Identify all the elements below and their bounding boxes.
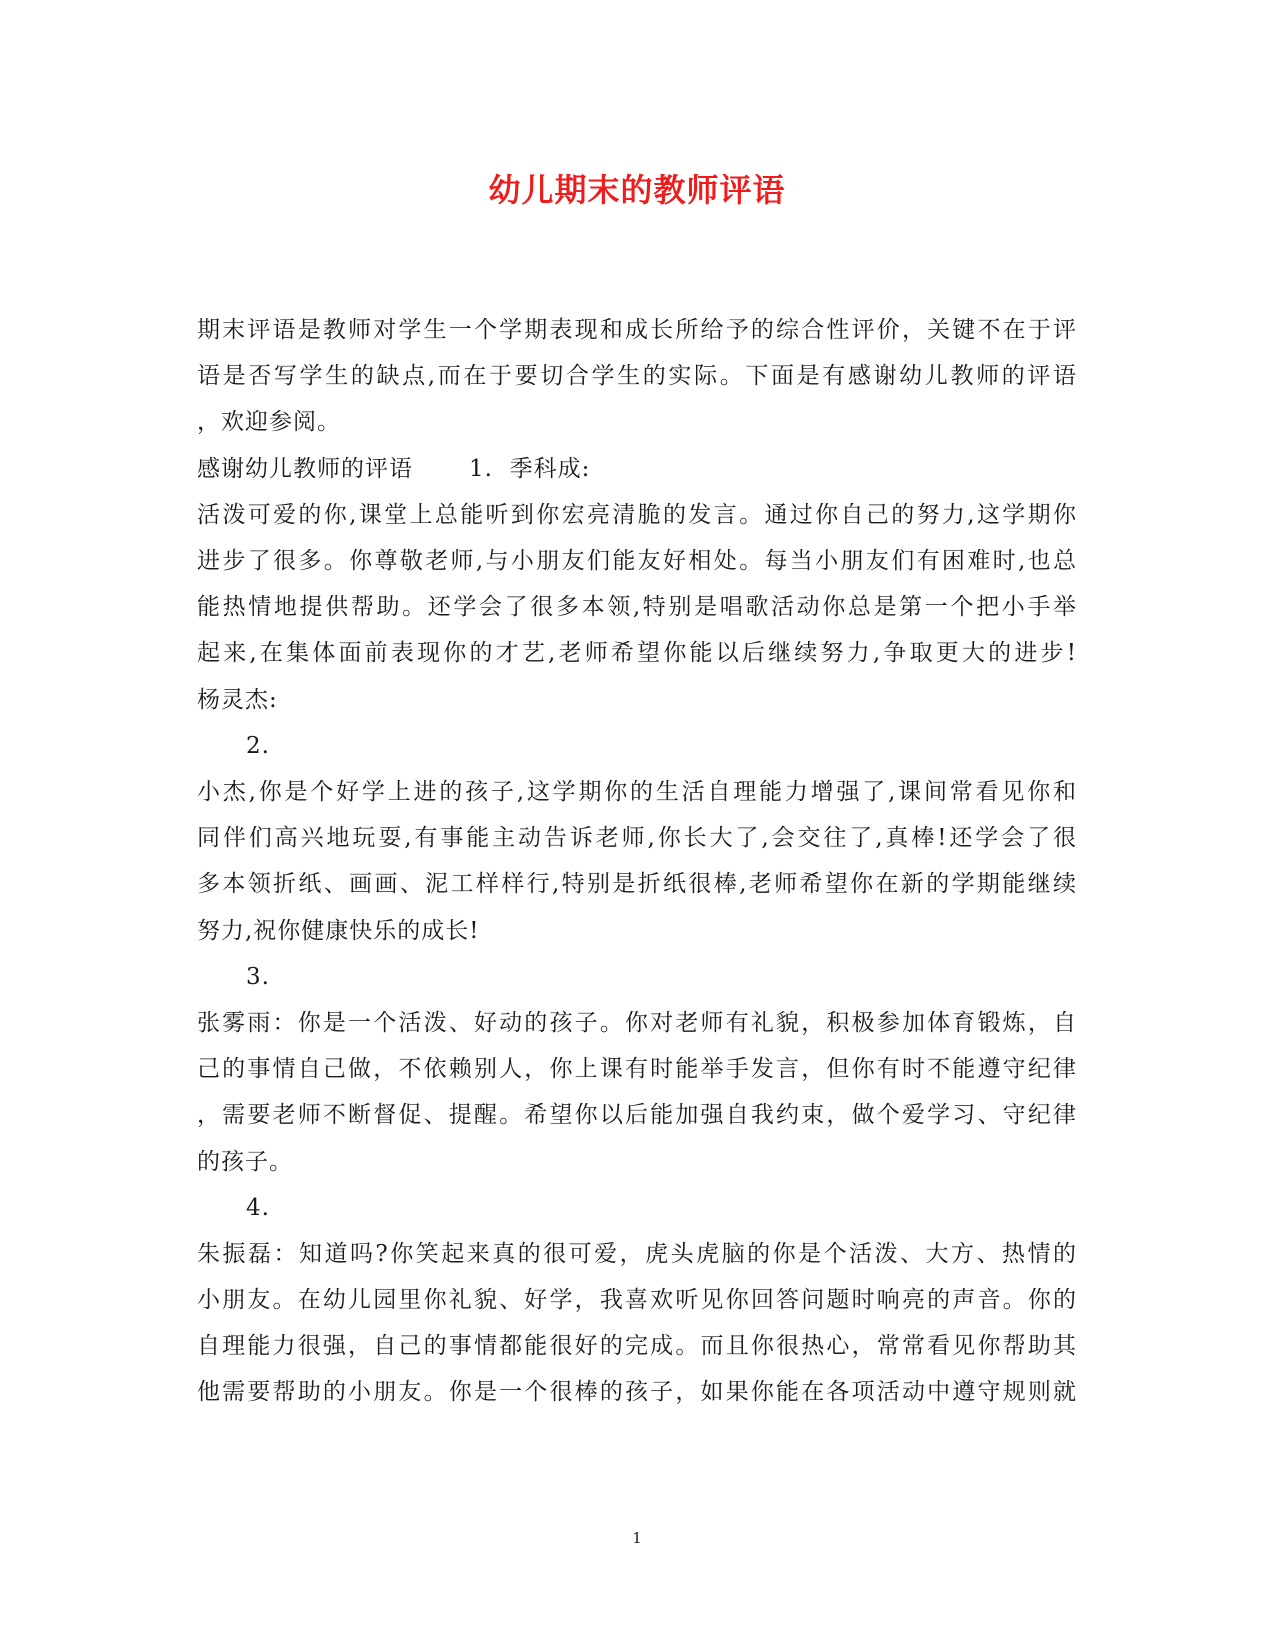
entry-1-line-3: 能热情地提供帮助。还学会了很多本领,特别是唱歌活动你总是第一个把小手举: [197, 594, 1077, 620]
entry-4-line-1: 朱振磊：知道吗?你笑起来真的很可爱，虎头虎脑的你是个活泼、大方、热情的: [197, 1241, 1077, 1267]
intro-line-2: 语是否写学生的缺点,而在于要切合学生的实际。下面是有感谢幼儿教师的评语: [197, 363, 1077, 389]
entry-2-line-1: 小杰,你是个好学上进的孩子,这学期你的生活自理能力增强了,课间常看见你和: [197, 779, 1077, 805]
entry-4-line-4: 他需要帮助的小朋友。你是一个很棒的孩子，如果你能在各项活动中遵守规则就: [197, 1379, 1077, 1405]
entry-2-line-4: 努力,祝你健康快乐的成长!: [197, 918, 480, 944]
intro-line-1: 期末评语是教师对学生一个学期表现和成长所给予的综合性评价，关键不在于评: [197, 317, 1077, 343]
entry-1-line-2: 进步了很多。你尊敬老师,与小朋友们能友好相处。每当小朋友们有困难时,也总: [197, 548, 1077, 574]
entry-3-line-3: ，需要老师不断督促、提醒。希望你以后能加强自我约束，做个爱学习、守纪律: [197, 1102, 1077, 1128]
entry-3-line-2: 己的事情自己做，不依赖别人，你上课有时能举手发言，但你有时不能遵守纪律: [197, 1056, 1077, 1082]
section-heading-line: [197, 452, 1077, 486]
entry-2-name: 杨灵杰:: [197, 687, 278, 713]
entry-1-number: 1.: [469, 456, 493, 482]
entry-4-number: 4.: [246, 1195, 270, 1221]
entry-1-line-1: 活泼可爱的你,课堂上总能听到你宏亮清脆的发言。通过你自己的努力,这学期你: [197, 502, 1077, 528]
entry-3-line-1: 张雾雨：你是一个活泼、好动的孩子。你对老师有礼貌，积极参加体育锻炼，自: [197, 1010, 1077, 1036]
entry-4-line-3: 自理能力很强，自己的事情都能很好的完成。而且你很热心，常常看见你帮助其: [197, 1333, 1077, 1359]
entry-1-line-4: 起来,在集体面前表现你的才艺,老师希望你能以后继续努力,争取更大的进步!: [197, 640, 1077, 666]
entry-2-number: 2.: [246, 733, 270, 759]
entry-3-number: 3.: [246, 964, 270, 990]
intro-line-3: ，欢迎参阅。: [197, 409, 341, 435]
page-number: 1: [632, 1529, 642, 1547]
document-title: 幼儿期末的教师评语: [488, 171, 786, 209]
entry-2-line-2: 同伴们高兴地玩耍,有事能主动告诉老师,你长大了,会交往了,真棒!还学会了很: [197, 825, 1077, 851]
section-heading: 感谢幼儿教师的评语: [197, 456, 413, 482]
entry-4-line-2: 小朋友。在幼儿园里你礼貌、好学，我喜欢听见你回答问题时响亮的声音。你的: [197, 1287, 1077, 1313]
entry-1-name: 季科成:: [509, 456, 591, 482]
entry-3-line-4: 的孩子。: [197, 1149, 293, 1175]
entry-2-line-3: 多本领折纸、画画、泥工样样行,特别是折纸很棒,老师希望你在新的学期能继续: [197, 871, 1077, 897]
